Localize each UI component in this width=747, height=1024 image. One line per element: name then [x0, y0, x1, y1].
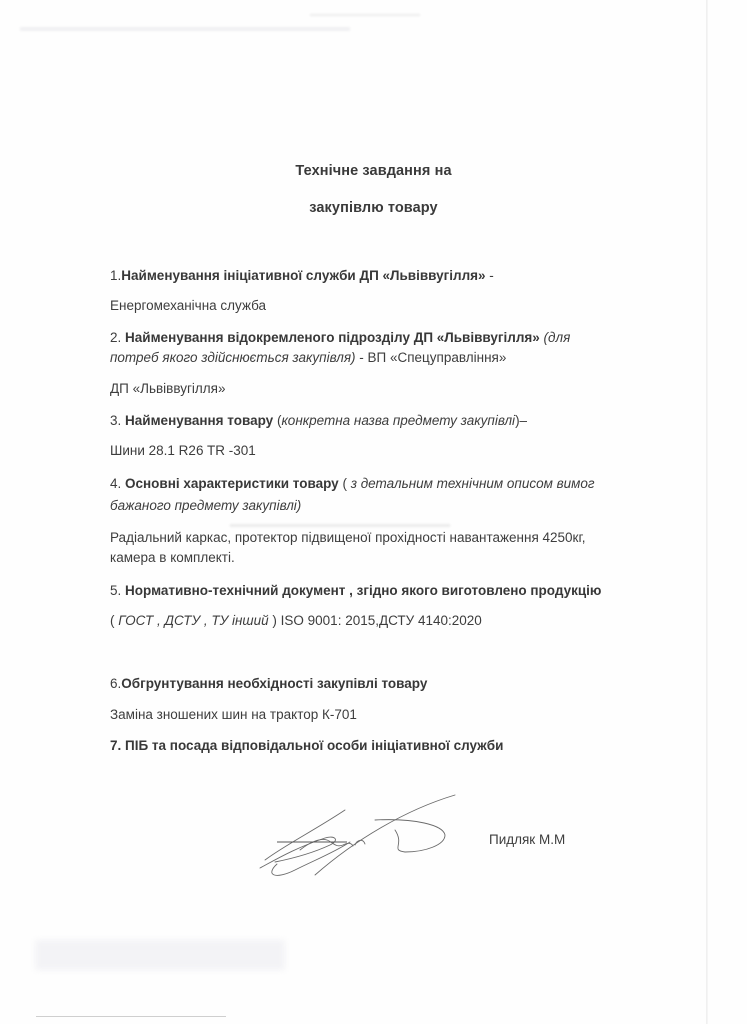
section-note: з детальним технічним описом вимог	[350, 476, 595, 491]
paren: (	[273, 413, 282, 428]
section-number: 6.	[110, 676, 122, 691]
section-6-value: Заміна зношених шин на трактор К-701	[110, 707, 357, 722]
paren: )–	[515, 413, 528, 428]
document-title-line-2: закупівлю товару	[309, 200, 438, 216]
section-number: 1.	[110, 268, 122, 283]
section-6-heading	[110, 676, 427, 692]
section-number: 4.	[110, 476, 126, 491]
section-number: 5.	[110, 583, 126, 598]
section-4-heading	[110, 476, 595, 492]
section-heading-text: Найменування ініціативної служби ДП «Львіввугілля»	[121, 268, 486, 283]
section-4-value-line-1: Радіальний каркас, протектор підвищеної прохідності навантаження 4250кг,	[110, 530, 586, 545]
section-note: (для	[539, 330, 571, 345]
scan-artifact	[310, 14, 420, 16]
section-7-heading	[110, 738, 503, 754]
section-4-value-line-2: камера в комплекті.	[110, 550, 235, 565]
handwritten-signature	[255, 790, 465, 890]
section-2-heading	[110, 330, 570, 346]
section-note: конкретна назва предмету закупівлі	[281, 413, 516, 428]
scan-edge-line	[36, 1016, 226, 1017]
document-title-line-1: Технічне завдання на	[295, 163, 452, 179]
section-1-value: Енергомеханічна служба	[110, 298, 267, 313]
section-note: бажаного предмету закупівлі)	[110, 498, 302, 513]
section-number: 2.	[110, 330, 126, 345]
section-heading-text: ПІБ та посада відповідальної особи ініціативної служби	[125, 738, 504, 753]
section-3-heading	[110, 413, 527, 429]
section-2-value: ДП «Львіввугілля»	[110, 381, 226, 396]
section-number: 3.	[110, 413, 126, 428]
section-4-heading-cont	[110, 498, 301, 514]
scan-artifact	[20, 27, 350, 31]
section-heading-text: Найменування відокремленого підрозділу ДП «Львіввугілля»	[125, 330, 540, 345]
scan-artifact	[35, 940, 285, 970]
paren: (	[110, 613, 119, 628]
section-2-heading-cont	[110, 350, 506, 366]
section-1-heading	[110, 268, 494, 284]
section-5-heading	[110, 583, 601, 599]
section-number: 7.	[110, 738, 126, 753]
section-suffix: -	[485, 268, 494, 283]
signatory-name: Пидляк М.М	[489, 832, 566, 847]
section-value-inline: - ВП «Спецуправління»	[355, 350, 507, 365]
section-value: ) ISO 9001: 2015,ДСТУ 4140:2020	[268, 613, 482, 628]
section-heading-text: Обгрунтування необхідності закупівлі товару	[121, 676, 428, 691]
section-heading-text: Основні характеристики товару	[125, 476, 339, 491]
section-heading-text: Нормативно-технічний документ , згідно якого виготовлено продукцію	[125, 583, 602, 598]
section-5-value	[110, 613, 482, 629]
scan-bleedthrough	[230, 524, 450, 527]
section-heading-text: Найменування товару	[125, 413, 274, 428]
section-note: потреб якого здійснюється закупівля)	[110, 350, 356, 365]
scan-edge-line	[706, 0, 708, 1024]
paren: (	[338, 476, 351, 491]
section-note: ГОСТ , ДСТУ , ТУ інший	[118, 613, 269, 628]
section-3-value: Шини 28.1 R26 TR -301	[110, 443, 256, 458]
